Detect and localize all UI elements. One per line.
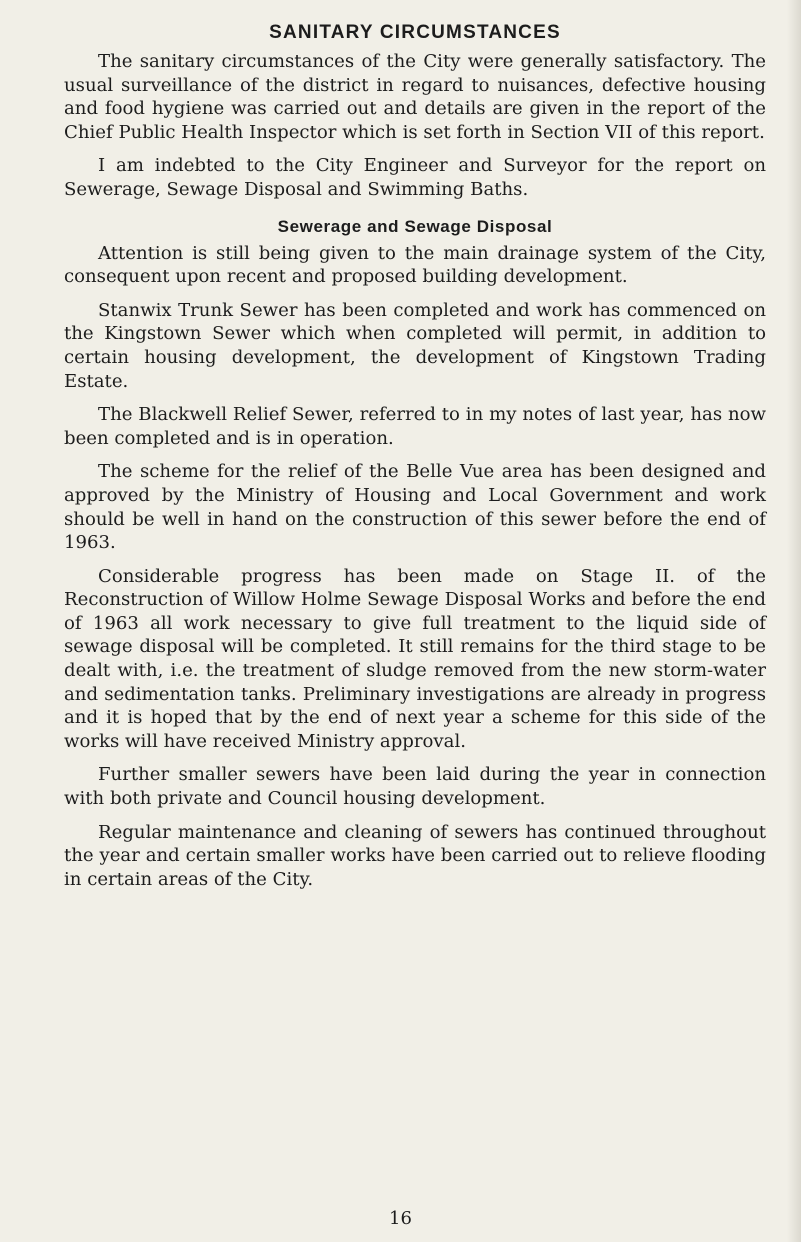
- paragraph-sanitary-intro: The sanitary circumstances of the City were generally satisfactory. The usual surveillance of the district in regard to nuisances, defective housing and food hygiene was carried out and details are given in the report of the Chief Public Health Inspector which is set forth in Section VII of this report.: [64, 51, 766, 143]
- paragraph-smaller-sewers: Further smaller sewers have been laid during the year in connection with both private and Council housing development.: [64, 764, 766, 810]
- page-content: [64, 16, 766, 901]
- page-number: 16: [389, 1208, 412, 1229]
- paragraph-blackwell-sewer: The Blackwell Relief Sewer, referred to in my notes of last year, has now been completed and is in operation.: [64, 404, 766, 449]
- paragraph-maintenance: Regular maintenance and cleaning of sewers has continued throughout the year and certain smaller works have been carried out to relieve flooding in certain areas of the City.: [64, 821, 766, 890]
- page-title: SANITARY CIRCUMSTANCES: [269, 22, 561, 43]
- section-heading-sewerage: Sewerage and Sewage Disposal: [277, 216, 553, 236]
- paragraph-main-drainage: Attention is still being given to the main drainage system of the City, consequent upon recent and proposed building development.: [64, 242, 766, 288]
- page-edge-shadow: [787, 0, 801, 1242]
- paragraph-willow-holme: Considerable progress has been made on Stage II. of the Reconstruction of Willow Holme Sewage Disposal Works and before the end of 1963 all work necessary to give full treatment to the liquid side of sewage disposal will be completed. It still remains for the third stage to be dealt with, i.e. the treatment of sludge removed from the new storm-water and sedimentation tanks. Preliminary investigations are already in progress and it is hoped that by the end of next year a scheme for this side of the works will have received Ministry approval.: [64, 565, 766, 752]
- paragraph-belle-vue-scheme: The scheme for the relief of the Belle Vue area has been designed and approved by the Ministry of Housing and Local Government and work should be well in hand on the construction of this sewer before the end of 1963.: [64, 461, 766, 554]
- paragraph-stanwix-sewer: Stanwix Trunk Sewer has been completed and work has commenced on the Kingstown Sewer which when completed will permit, in addition to certain housing development, the development of Kingstown Trading Estate.: [64, 299, 766, 392]
- paragraph-acknowledgement: I am indebted to the City Engineer and Surveyor for the report on Sewerage, Sewage Disposal and Swimming Baths.: [64, 155, 766, 200]
